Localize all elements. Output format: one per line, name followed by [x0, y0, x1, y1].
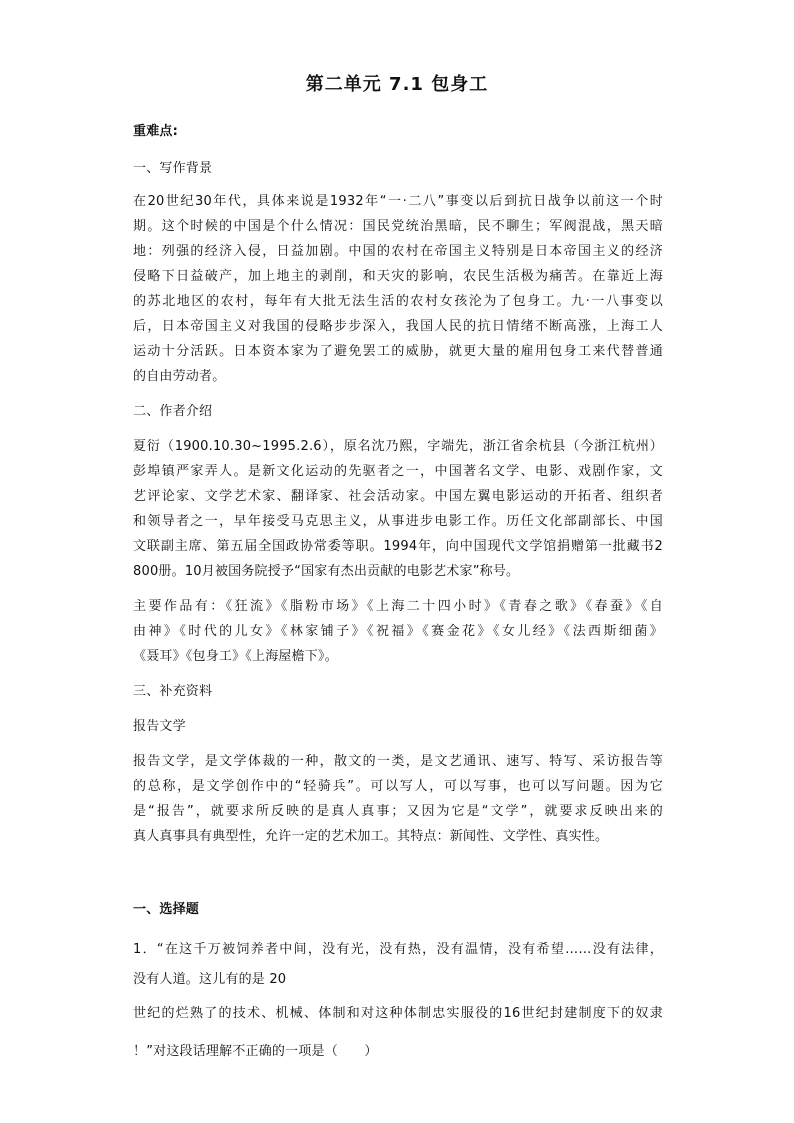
- paragraph-line: 文联副主席、第五届全国政协常委等职。1994年，向中国现代文学馆捐赠第一批藏书2: [133, 539, 663, 554]
- paragraph-line: 报告文学，是文学体裁的一种，散文的一类，是文艺通讯、速写、特写、采访报告等: [133, 754, 663, 769]
- paragraph-line: 运动十分活跃。日本资本家为了避免罢工的威胁，就更大量的雇用包身工来代替普通: [133, 344, 663, 359]
- works-line: 由神》《时代的儿女》《林家铺子》《祝福》《赛金花》《女儿经》《法西斯细菌》: [133, 624, 663, 639]
- subheading-reportage: 报告文学: [133, 719, 186, 734]
- works-line: 《聂耳》《包身工》《上海屋檐下》。: [133, 649, 338, 664]
- paragraph-line: 的苏北地区的农村，每年有大批无法生活的农村女孩沦为了包身工。九·一八事变以: [133, 294, 663, 309]
- paragraph-line: 是“报告”，就要求所反映的是真人真事；又因为它是“文学”，就要求反映出来的: [133, 804, 663, 819]
- paragraph-line: 和领导者之一，早年接受马克思主义，从事进步电影工作。历任文化部副部长、中国: [133, 514, 663, 529]
- question-line: ！”对这段话理解不正确的一项是（ ）: [133, 1044, 378, 1059]
- key-points-label: 重难点:: [133, 124, 178, 139]
- paragraph-line: 地：列强的经济入侵，日益加剧。中国的农村在帝国主义特别是日本帝国主义的经济: [133, 244, 663, 259]
- page-title: 第二单元 7.1 包身工: [305, 74, 489, 95]
- section-heading-author: 二、作者介绍: [133, 404, 213, 419]
- paragraph-line: 的总称，是文学创作中的“轻骑兵”。可以写人，可以写事，也可以写问题。因为它: [133, 779, 663, 794]
- question-line: 没有人道。这儿有的是 20: [133, 972, 287, 987]
- section-heading-supplement: 三、补充资料: [133, 684, 213, 699]
- section-heading-background: 一、写作背景: [133, 161, 213, 176]
- paragraph-line: 真人真事具有典型性，允许一定的艺术加工。其特点：新闻性、文学性、真实性。: [133, 829, 609, 844]
- works-line: 主要作品有：《狂流》《脂粉市场》《上海二十四小时》《青春之歌》《春蚕》《自: [133, 599, 663, 614]
- paragraph-line: 800册。10月被国务院授予“国家有杰出贡献的电影艺术家”称号。: [133, 564, 520, 579]
- question-line: 1．“在这千万被饲养者中间，没有光，没有热，没有温情，没有希望……没有法律，: [133, 942, 663, 957]
- paragraph-line: 彭埠镇严家弄人。是新文化运动的先驱者之一，中国著名文学、电影、戏剧作家，文: [133, 464, 663, 479]
- paragraph-line: 期。这个时候的中国是个什么情况：国民党统治黑暗，民不聊生；军阀混战，黑天暗: [133, 219, 663, 234]
- paragraph-line: 艺评论家、文学艺术家、翻译家、社会活动家。中国左翼电影运动的开拓者、组织者: [133, 489, 663, 504]
- paragraph-line: 在20世纪30年代，具体来说是1932年“一·二八”事变以后到抗日战争以前这一个时: [133, 194, 663, 209]
- section-heading-choice: 一、选择题: [133, 902, 200, 917]
- paragraph-line: 侵略下日益破产，加上地主的剥削，和天灾的影响，农民生活极为痛苦。在靠近上海: [133, 269, 663, 284]
- paragraph-line: 后，日本帝国主义对我国的侵略步步深入，我国人民的抗日情绪不断高涨，上海工人: [133, 319, 663, 334]
- paragraph-line: 的自由劳动者。: [133, 369, 226, 384]
- paragraph-line: 夏衍（1900.10.30~1995.2.6），原名沈乃熙，字端先，浙江省余杭县（今浙江杭州）: [133, 439, 663, 454]
- question-line: 世纪的烂熟了的技术、机械、体制和对这种体制忠实服役的16世纪封建制度下的奴隶: [133, 1006, 663, 1021]
